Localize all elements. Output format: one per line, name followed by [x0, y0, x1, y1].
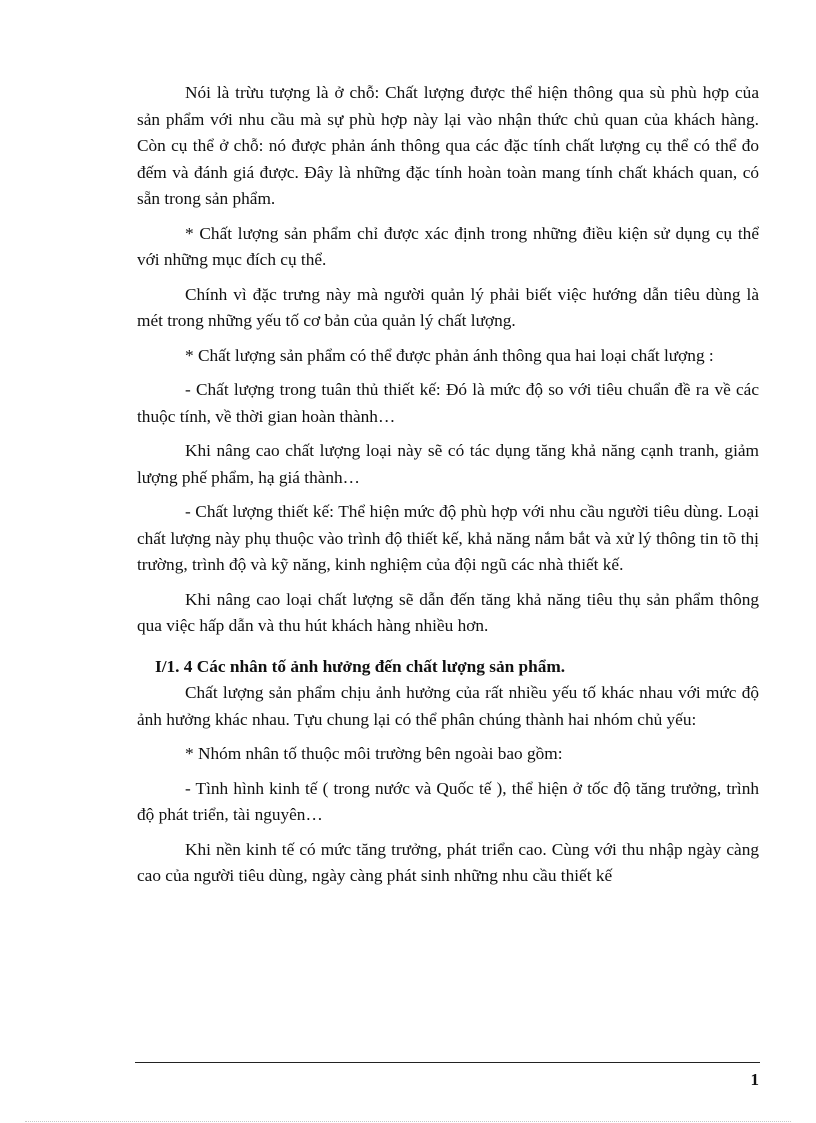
body-paragraph: Nói là trừu tượng là ở chỗ: Chất lượng được thể hiện thông qua sù phù hợp của sản phẩm với nhu cầu mà sự phù hợp này lại vào nhận thức chủ quan của khách hàng. Còn cụ thể ở chỗ: nó được phản ánh thông qua các đặc tính chất lượng cụ thể có thể đo đếm và đánh giá được. Đây là những đặc tính hoàn toàn mang tính chất khách quan, có sẵn trong sản phẩm.: [137, 83, 759, 208]
body-paragraph: - Tình hình kinh tế ( trong nước và Quốc tế ), thể hiện ở tốc độ tăng trưởng, trình độ phát triển, tài nguyên…: [137, 778, 759, 824]
body-paragraph: Khi nâng cao chất lượng loại này sẽ có tác dụng tăng khả năng cạnh tranh, giảm lượng phế phẩm, hạ giá thành…: [137, 441, 759, 487]
page-number: 1: [750, 1070, 759, 1089]
section-heading: I/1. 4 Các nhân tố ảnh hưởng đến chất lượng sản phẩm.: [155, 656, 566, 676]
page-bottom-edge: [25, 1121, 791, 1122]
body-paragraph: - Chất lượng thiết kế: Thể hiện mức độ phù hợp với nhu cầu người tiêu dùng. Loại chất lượng này phụ thuộc vào trình độ thiết kế, khả năng nắm bắt và xử lý thông tin tõ thị trường, trình độ và kỹ năng, kinh nghiệm của đội ngũ các nhà thiết kế.: [137, 502, 759, 574]
body-paragraph: Khi nền kinh tế có mức tăng trưởng, phát triển cao. Cùng với thu nhập ngày càng cao của người tiêu dùng, ngày càng phát sinh những nhu cầu thiết kế: [137, 839, 759, 885]
document-body: [137, 80, 759, 898]
footer-divider: [135, 1062, 760, 1063]
body-paragraph: * Chất lượng sản phẩm có thể được phản ánh thông qua hai loại chất lượng :: [185, 345, 714, 365]
body-paragraph: * Chất lượng sản phẩm chỉ được xác định trong những điều kiện sử dụng cụ thể với những mục đích cụ thể.: [137, 223, 759, 269]
body-paragraph: - Chất lượng trong tuân thủ thiết kế: Đó là mức độ so với tiêu chuẩn đề ra về các thuộc tính, về thời gian hoàn thành…: [137, 380, 759, 426]
body-paragraph: Chính vì đặc trưng này mà người quản lý phải biết việc hướng dẫn tiêu dùng là mét trong những yếu tố cơ bản của quản lý chất lượng.: [137, 284, 759, 330]
body-paragraph: Khi nâng cao loại chất lượng sẽ dẫn đến tăng khả năng tiêu thụ sản phẩm thông qua việc hấp dẫn và thu hút khách hàng nhiều hơn.: [137, 589, 759, 635]
body-paragraph: * Nhóm nhân tố thuộc môi trường bên ngoài bao gồm:: [185, 744, 563, 763]
body-paragraph: Chất lượng sản phẩm chịu ảnh hưởng của rất nhiều yếu tố khác nhau với mức độ ảnh hưởng khác nhau. Tựu chung lại có thể phân chúng thành hai nhóm chủ yếu:: [137, 683, 759, 729]
